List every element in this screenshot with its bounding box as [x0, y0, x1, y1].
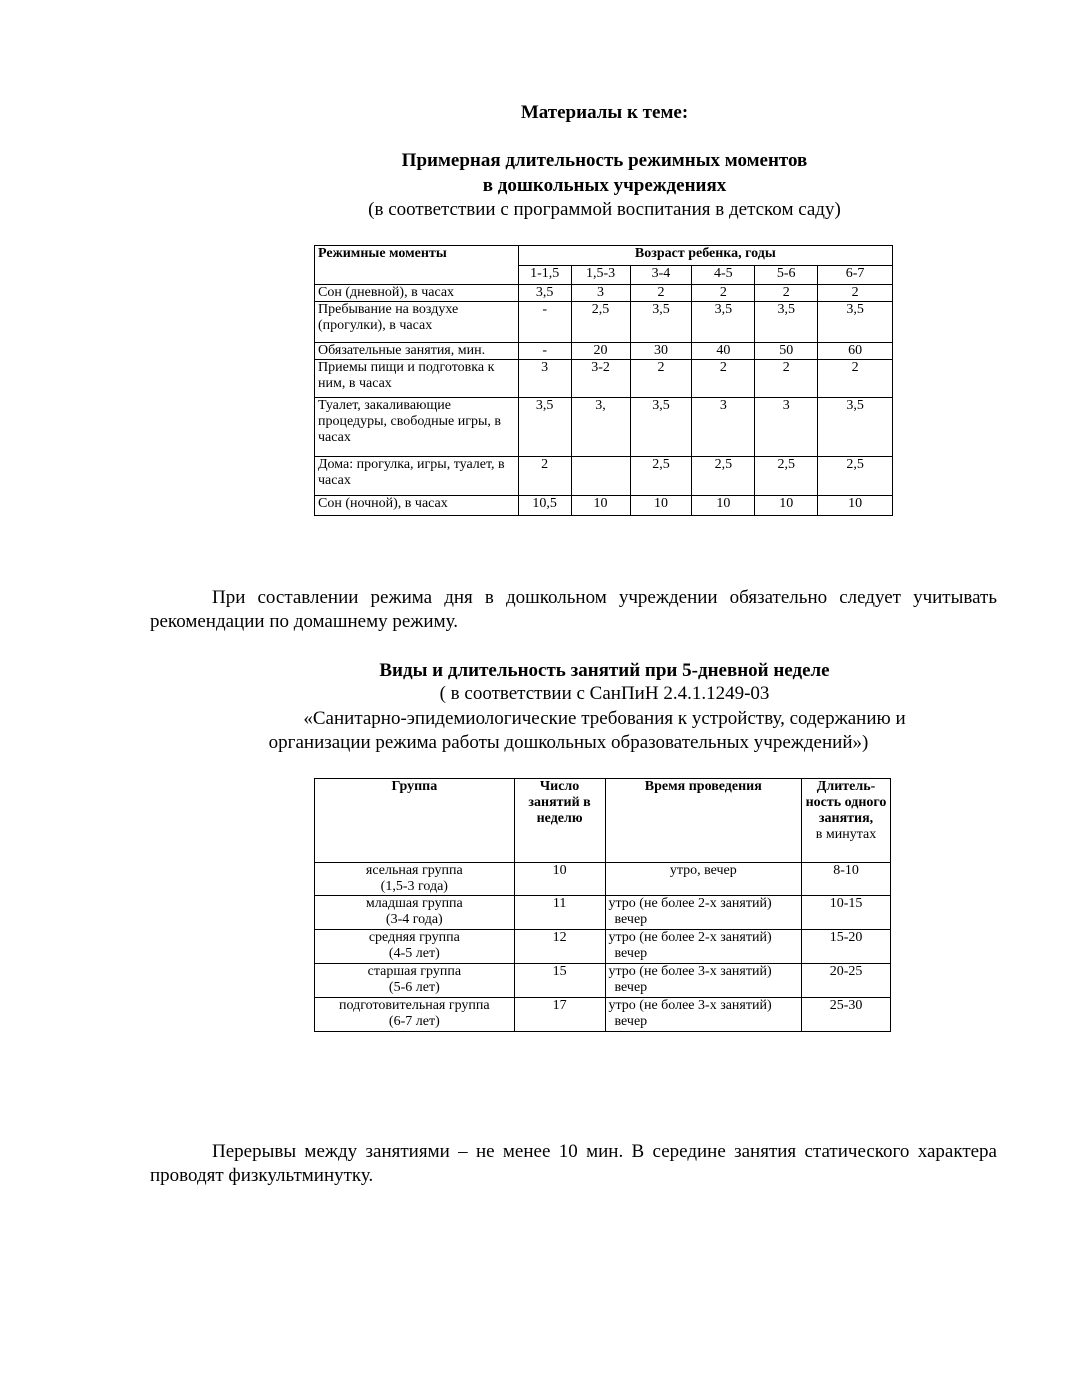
value-cell: 3 — [518, 360, 571, 398]
group-cell — [315, 964, 515, 998]
group-name: подготовительная группа — [339, 998, 490, 1013]
table1-title-line1: Примерная длительность режимных моментов — [401, 150, 808, 171]
table-row — [315, 398, 893, 457]
group-age: (4-5 лет) — [388, 946, 440, 961]
header-duration — [802, 779, 891, 863]
duration-cell: 10-15 — [802, 896, 891, 930]
header-count: Число занятий в неделю — [514, 779, 605, 863]
row-label: Сон (дневной), в часах — [315, 285, 519, 302]
regime-table — [314, 245, 893, 516]
value-cell: 2 — [630, 285, 692, 302]
value-cell: 3,5 — [518, 285, 571, 302]
age-cell: 1,5-3 — [571, 266, 630, 285]
value-cell: 3,5 — [818, 302, 893, 343]
value-cell: 3,5 — [630, 302, 692, 343]
count-cell: 15 — [514, 964, 605, 998]
group-age: (5-6 лет) — [388, 980, 440, 995]
count-cell: 12 — [514, 930, 605, 964]
header-regime-moments: Режимные моменты — [315, 246, 519, 285]
value-cell: 3,5 — [818, 398, 893, 457]
group-cell — [315, 863, 515, 896]
value-cell: 2 — [692, 285, 755, 302]
time-morning: утро (не более 2-х занятий) — [608, 896, 772, 911]
paragraph-home-regime: При составлении режима дня в дошкольном учреждении обязательно следует учитывать рекомендации по домашнему режиму. — [150, 587, 997, 632]
table2-title: Виды и длительность занятий при 5-дневной неделе — [379, 660, 830, 681]
value-cell: 10 — [630, 496, 692, 516]
header-time: Время проведения — [605, 779, 802, 863]
time-cell — [605, 998, 802, 1032]
table-row — [315, 496, 893, 516]
count-cell: 10 — [514, 863, 605, 896]
table-header-row — [315, 779, 891, 863]
value-cell: 10 — [692, 496, 755, 516]
group-cell — [315, 930, 515, 964]
value-cell: 2 — [818, 285, 893, 302]
age-cell: 5-6 — [755, 266, 818, 285]
table-row — [315, 998, 891, 1032]
table2-sub-line3: организации режима работы дошкольных образовательных учреждений») — [268, 732, 869, 753]
duration-cell: 25-30 — [802, 998, 891, 1032]
header-duration-label: Длитель-ность одного занятия, — [805, 779, 887, 826]
value-cell: 30 — [630, 343, 692, 360]
value-cell: 3,5 — [692, 302, 755, 343]
time-cell — [605, 930, 802, 964]
value-cell: 3-2 — [571, 360, 630, 398]
value-cell: - — [518, 343, 571, 360]
table2-sub-line2: «Санитарно-эпидемиологические требования к устройству, содержанию и — [303, 708, 906, 729]
group-cell — [315, 896, 515, 930]
group-name: средняя группа — [368, 930, 460, 945]
time-morning: утро (не более 3-х занятий) — [608, 998, 772, 1013]
group-age: (1,5-3 года) — [380, 879, 448, 894]
table-header-row — [315, 246, 893, 266]
row-label: Дома: прогулка, игры, туалет, в часах — [315, 457, 519, 496]
table-row — [315, 863, 891, 896]
row-label: Приемы пищи и подготовка к ним, в часах — [315, 360, 519, 398]
value-cell: 2 — [755, 285, 818, 302]
table2-sub-line1: ( в соответствии с СанПиН 2.4.1.1249-03 — [439, 683, 770, 704]
value-cell: 3 — [692, 398, 755, 457]
age-cell: 6-7 — [818, 266, 893, 285]
value-cell: 2 — [755, 360, 818, 398]
classes-table — [314, 778, 891, 1032]
group-cell — [315, 998, 515, 1032]
value-cell — [571, 457, 630, 496]
time-morning: утро (не более 3-х занятий) — [608, 964, 772, 979]
table-row — [315, 285, 893, 302]
value-cell: 2 — [518, 457, 571, 496]
value-cell: 2 — [692, 360, 755, 398]
time-evening: вечер — [614, 912, 648, 927]
row-label: Туалет, закаливающие процедуры, свободные игры, в часах — [315, 398, 519, 457]
time-morning: утро (не более 2-х занятий) — [608, 930, 772, 945]
table-row — [315, 896, 891, 930]
row-label: Пребывание на воздухе (прогулки), в часах — [315, 302, 519, 343]
row-label: Сон (ночной), в часах — [315, 496, 519, 516]
count-cell: 11 — [514, 896, 605, 930]
value-cell: 10 — [818, 496, 893, 516]
value-cell: 3,5 — [630, 398, 692, 457]
duration-cell: 15-20 — [802, 930, 891, 964]
value-cell: 3,5 — [755, 302, 818, 343]
table1-title-line2: в дошкольных учреждениях — [482, 175, 727, 196]
value-cell: 40 — [692, 343, 755, 360]
group-age: (6-7 лет) — [388, 1014, 440, 1029]
group-name: младшая группа — [365, 896, 463, 911]
value-cell: 3,5 — [518, 398, 571, 457]
count-cell: 17 — [514, 998, 605, 1032]
time-evening: вечер — [614, 980, 648, 995]
value-cell: 2,5 — [755, 457, 818, 496]
table-row — [315, 930, 891, 964]
time-cell — [605, 896, 802, 930]
table-row — [315, 964, 891, 998]
value-cell: 2,5 — [571, 302, 630, 343]
value-cell: 10 — [571, 496, 630, 516]
table-row — [315, 457, 893, 496]
value-cell: 3, — [571, 398, 630, 457]
age-cell: 1-1,5 — [518, 266, 571, 285]
header-group: Группа — [315, 779, 515, 863]
table1-subtitle: (в соответствии с программой воспитания в детском саду) — [368, 199, 841, 220]
group-name: старшая группа — [367, 964, 462, 979]
value-cell: 2 — [630, 360, 692, 398]
group-age: (3-4 года) — [385, 912, 443, 927]
time-evening: вечер — [614, 1014, 648, 1029]
row-label: Обязательные занятия, мин. — [315, 343, 519, 360]
value-cell: 3 — [755, 398, 818, 457]
time-cell — [605, 964, 802, 998]
age-cell: 4-5 — [692, 266, 755, 285]
table-row — [315, 302, 893, 343]
value-cell: 20 — [571, 343, 630, 360]
time-cell — [605, 863, 802, 896]
duration-cell: 20-25 — [802, 964, 891, 998]
table-row — [315, 343, 893, 360]
header-age: Возраст ребенка, годы — [518, 246, 892, 266]
table-row — [315, 360, 893, 398]
value-cell: 2,5 — [630, 457, 692, 496]
header-duration-unit: в минутах — [815, 827, 877, 842]
materials-title: Материалы к теме: — [520, 102, 689, 123]
paragraph-breaks: Перерывы между занятиями – не менее 10 мин. В середине занятия статического характера проводят физкультминутку. — [150, 1141, 997, 1186]
value-cell: 2,5 — [818, 457, 893, 496]
value-cell: - — [518, 302, 571, 343]
value-cell: 2,5 — [692, 457, 755, 496]
value-cell: 10,5 — [518, 496, 571, 516]
value-cell: 3 — [571, 285, 630, 302]
value-cell: 60 — [818, 343, 893, 360]
duration-cell: 8-10 — [802, 863, 891, 896]
age-cell: 3-4 — [630, 266, 692, 285]
group-name: ясельная группа — [365, 863, 463, 878]
time-morning: утро, вечер — [669, 863, 737, 878]
value-cell: 10 — [755, 496, 818, 516]
value-cell: 50 — [755, 343, 818, 360]
time-evening: вечер — [614, 946, 648, 961]
value-cell: 2 — [818, 360, 893, 398]
